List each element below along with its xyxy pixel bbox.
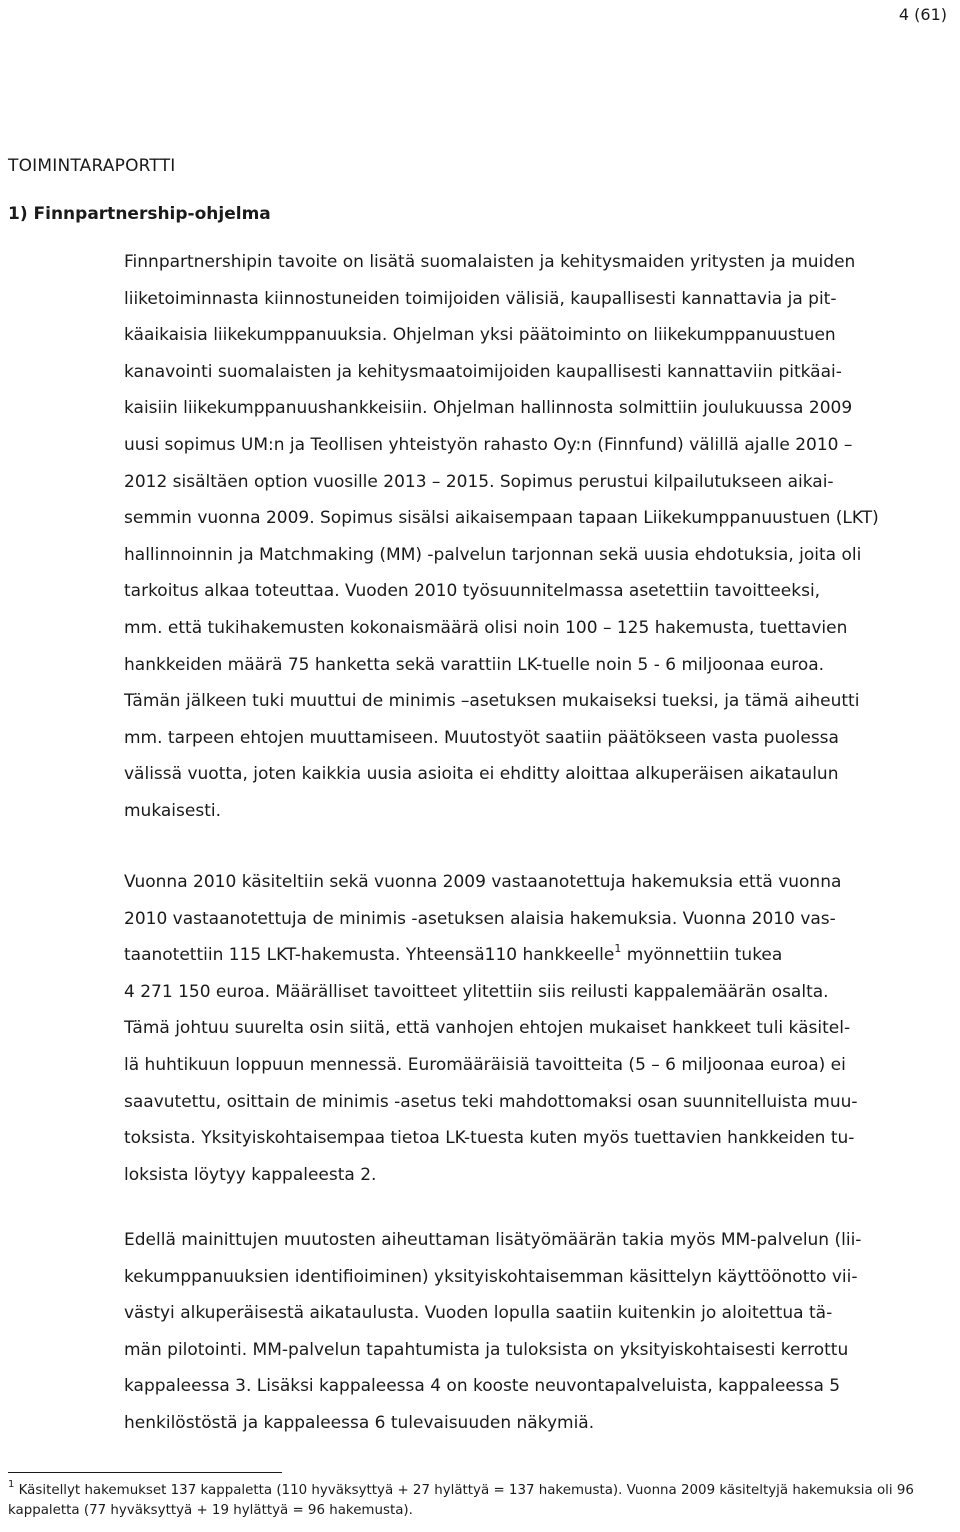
- text-line: loksista löytyy kappaleesta 2.: [124, 1164, 377, 1185]
- footnote-marker: 1: [8, 1479, 15, 1490]
- text-line: välissä vuotta, joten kaikkia uusia asioita ei ehditty aloittaa alkuperäisen aikataulun: [124, 764, 839, 785]
- text-line: kaisiin liikekumppanuushankkeisiin. Ohjelman hallinnosta solmittiin joulukuussa 2009: [124, 398, 853, 419]
- text-line: 2012 sisältäen option vuosille 2013 – 2015. Sopimus perustui kilpailutukseen aikai-: [124, 471, 834, 492]
- text-line: Finnpartnershipin tavoite on lisätä suomalaisten ja kehitysmaiden yritysten ja muiden: [124, 252, 856, 272]
- text-line: toksista. Yksityiskohtaisempaa tietoa LK-tuesta kuten myös tuettavien hankkeiden tu-: [124, 1128, 855, 1149]
- section-heading: 1) Finnpartnership-ohjelma: [8, 204, 271, 224]
- text-line: saavutettu, osittain de minimis -asetus teki mahdottomaksi osan suunnitelluista muu-: [124, 1091, 858, 1112]
- page-number: 4 (61): [898, 5, 947, 24]
- text-fragment: myönnettiin tukea: [621, 945, 783, 966]
- text-line: tarkoitus alkaa toteuttaa. Vuoden 2010 työsuunnitelmassa asetettiin tavoitteeksi,: [124, 581, 821, 602]
- text-line: 2010 vastaanotettuja de minimis -asetuksen alaisia hakemuksia. Vuonna 2010 vas-: [124, 908, 836, 929]
- text-line: liiketoiminnasta kiinnostuneiden toimijoiden välisiä, kaupallisesti kannattavia ja pit-: [124, 288, 837, 309]
- footnote: [8, 1481, 953, 1521]
- report-title: TOIMINTARAPORTTI: [8, 156, 176, 176]
- text-line: Edellä mainittujen muutosten aiheuttaman lisätyömäärän takia myös MM-palvelun (lii-: [124, 1230, 862, 1250]
- paragraph-programme-overview: [124, 244, 958, 830]
- text-line: kanavointi suomalaisten ja kehitysmaatoimijoiden kaupallisesti kannattaviin pitkäai-: [124, 361, 842, 382]
- footnote-line: [8, 1481, 953, 1501]
- text-line: män pilotointi. MM-palvelun tapahtumista ja tuloksista on yksityiskohtaisesti kerrottu: [124, 1339, 849, 1360]
- text-line: kappaleessa 3. Lisäksi kappaleessa 4 on kooste neuvontapalveluista, kappaleessa 5: [124, 1376, 841, 1397]
- footnote-divider: [8, 1472, 282, 1473]
- text-line: [124, 937, 958, 974]
- text-line: mukaisesti.: [124, 800, 221, 821]
- text-line: mm. että tukihakemusten kokonaismäärä olisi noin 100 – 125 hakemusta, tuettavien: [124, 617, 848, 638]
- footnote-text: Käsitellyt hakemukset 137 kappaletta (110 hyväksyttyä + 27 hylättyä = 137 hakemusta). Vuonna 2009 käsiteltyjä hakemuksia oli 96: [14, 1483, 914, 1498]
- text-line: semmin vuonna 2009. Sopimus sisälsi aikaisempaan tapaan Liikekumppanuustuen (LKT): [124, 508, 879, 529]
- text-line: uusi sopimus UM:n ja Teollisen yhteistyön rahasto Oy:n (Finnfund) välillä ajalle 2010 –: [124, 434, 853, 455]
- text-line: mm. tarpeen ehtojen muuttamiseen. Muutostyöt saatiin päätökseen vasta puolessa: [124, 727, 839, 748]
- text-line: Vuonna 2010 käsiteltiin sekä vuonna 2009 vastaanotettuja hakemuksia että vuonna: [124, 872, 842, 892]
- paragraph-applications-2010: [124, 864, 958, 1193]
- footnote-reference: 1: [614, 942, 622, 956]
- text-line: västyi alkuperäisestä aikataulusta. Vuoden lopulla saatiin kuitenkin jo aloitettua tä-: [124, 1303, 833, 1324]
- paragraph-mm-service: [124, 1222, 958, 1442]
- text-line: hankkeiden määrä 75 hanketta sekä varattiin LK-tuelle noin 5 - 6 miljoonaa euroa.: [124, 654, 825, 675]
- text-line: lä huhtikuun loppuun mennessä. Euromääräisiä tavoitteita (5 – 6 miljoonaa euroa) ei: [124, 1054, 846, 1075]
- text-line: käaikaisia liikekumppanuuksia. Ohjelman yksi päätoiminto on liikekumppanuustuen: [124, 325, 836, 346]
- footnote-line: kappaletta (77 hyväksyttyä + 19 hylättyä = 96 hakemusta).: [8, 1503, 413, 1518]
- text-line: 4 271 150 euroa. Määrälliset tavoitteet ylitettiin siis reilusti kappalemäärän osalta.: [124, 981, 829, 1002]
- text-line: kekumppanuuksien identifioiminen) yksityiskohtaisemman käsittelyn käyttöönotto vii-: [124, 1266, 858, 1287]
- text-line: hallinnoinnin ja Matchmaking (MM) -palvelun tarjonnan sekä uusia ehdotuksia, joita oli: [124, 544, 862, 565]
- text-line: henkilöstöstä ja kappaleessa 6 tulevaisuuden näkymiä.: [124, 1412, 595, 1433]
- text-line: Tämä johtuu suurelta osin siitä, että vanhojen ehtojen mukaiset hankkeet tuli käsitel-: [124, 1018, 851, 1039]
- text-fragment: taanotettiin 115 LKT-hakemusta. Yhteensä110 hankkeelle: [124, 945, 615, 966]
- text-line: Tämän jälkeen tuki muuttui de minimis –asetuksen mukaiseksi tueksi, ja tämä aiheutti: [124, 691, 860, 712]
